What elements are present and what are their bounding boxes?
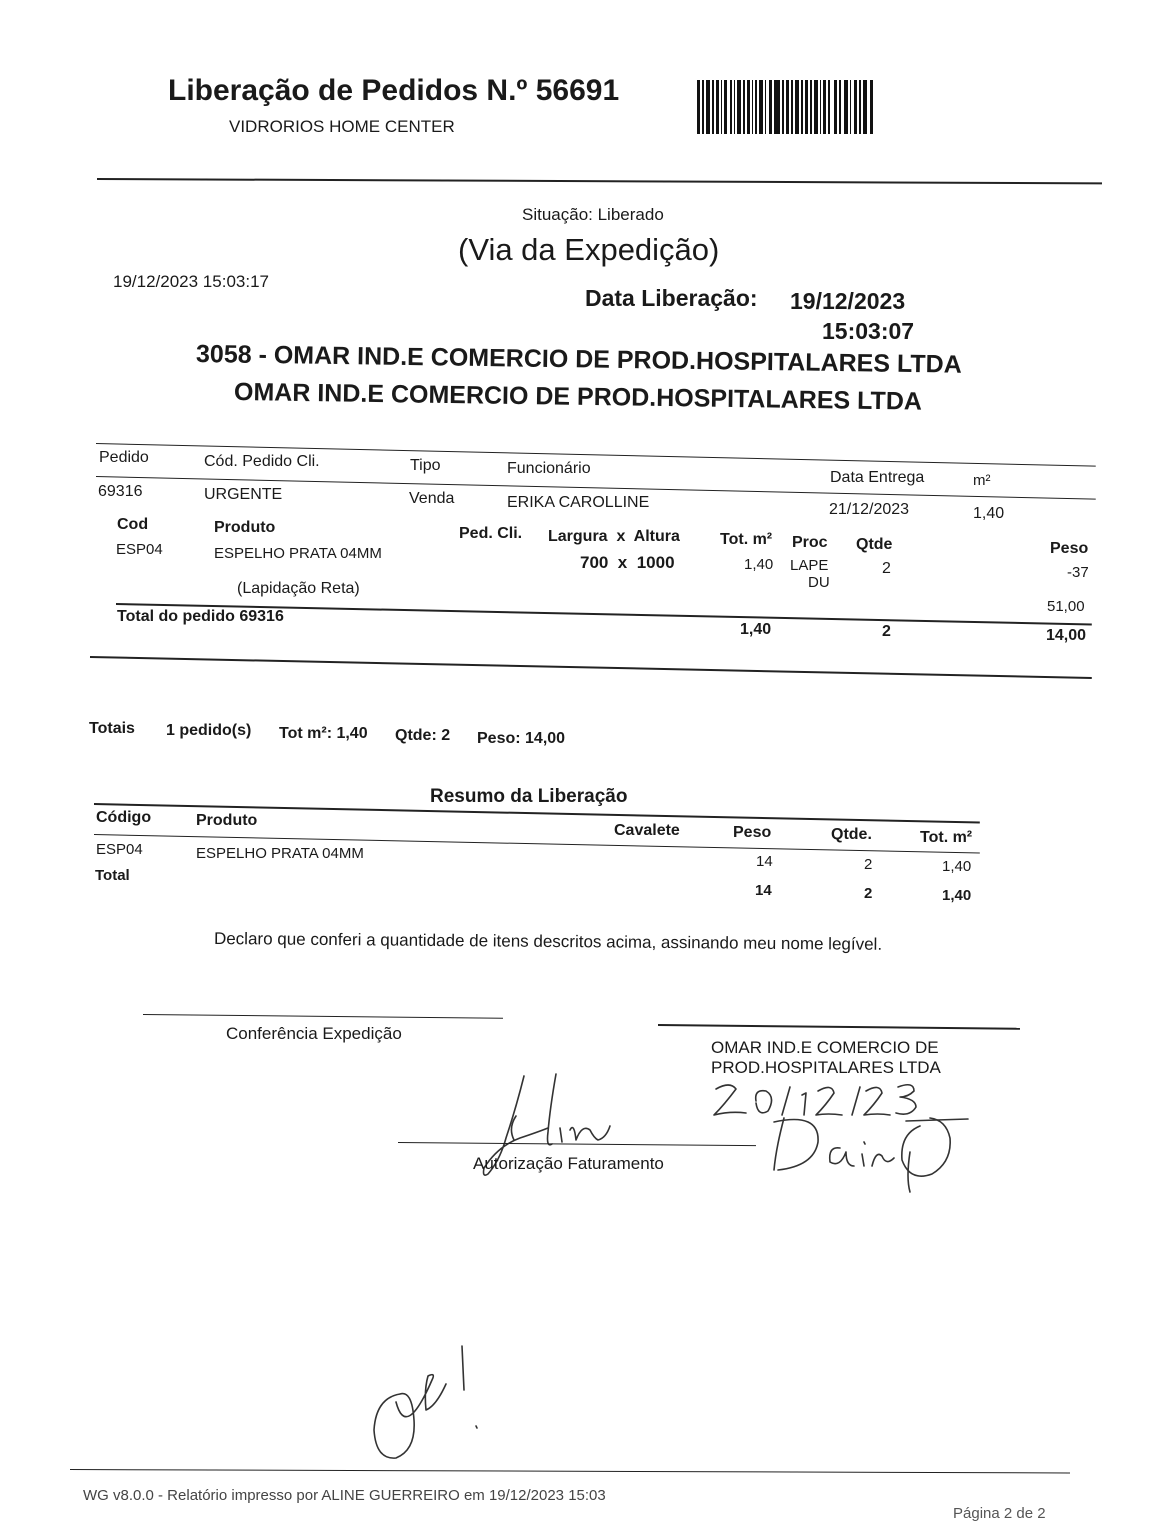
- item-header-cod: Cod: [117, 516, 149, 533]
- header-divider: [97, 178, 1102, 184]
- order-data-entrega: 21/12/2023: [829, 501, 910, 518]
- order-bottom-rule: [90, 656, 1092, 679]
- data-liberacao-date: 19/12/2023: [790, 288, 906, 314]
- company-name: VIDRORIOS HOME CENTER: [229, 117, 455, 136]
- resumo-header-peso: Peso: [733, 824, 772, 841]
- resumo-total-qtde: 2: [864, 885, 873, 902]
- client-signature-line: [658, 1024, 1020, 1030]
- resumo-row-produto: ESPELHO PRATA 04MM: [196, 845, 364, 862]
- autorizacao-label: Autorização Faturamento: [473, 1154, 664, 1173]
- item-header-ped-cli: Ped. Cli.: [459, 525, 523, 542]
- item-tot-m2: 1,40: [744, 556, 774, 573]
- printed-timestamp: 19/12/2023 15:03:17: [113, 272, 269, 291]
- item-proc-line-1: LAPE: [790, 557, 829, 574]
- conferencia-signature-line: [143, 1014, 503, 1019]
- declaration-text: Declaro que conferi a quantidade de itens descritos acima, assinando meu nome legível.: [213, 929, 883, 954]
- totais-pedidos: 1 pedido(s): [166, 722, 252, 739]
- resumo-total-label: Total: [95, 867, 130, 884]
- order-total-label: Total do pedido 69316: [117, 608, 284, 625]
- footer-rule: [70, 1469, 1070, 1473]
- resumo-header-produto: Produto: [196, 812, 258, 829]
- resumo-header-qtde: Qtde.: [831, 826, 872, 843]
- situacao: Situação: Liberado: [522, 205, 664, 224]
- item-proc-line-2: DU: [808, 574, 830, 591]
- item-dimensions: 700 x 1000: [580, 553, 675, 572]
- footer-printed-by: WG v8.0.0 - Relatório impresso por ALINE GUERREIRO em 19/12/2023 15:03: [83, 1487, 606, 1504]
- order-total-qtde: 2: [882, 623, 891, 640]
- order-total-tot-m2: 1,40: [740, 621, 772, 638]
- barcode: [697, 80, 875, 134]
- header-cod-pedido-cli: Cód. Pedido Cli.: [204, 453, 320, 470]
- resumo-title: Resumo da Liberação: [430, 786, 628, 807]
- resumo-row-codigo: ESP04: [96, 841, 143, 858]
- resumo-header-cavalete: Cavalete: [614, 822, 680, 839]
- order-pedido: 69316: [98, 483, 143, 500]
- client-signature: [770, 1108, 970, 1203]
- item-detail: (Lapidação Reta): [237, 580, 360, 597]
- item-header-tot-m2: Tot. m²: [720, 531, 773, 548]
- data-liberacao-label: Data Liberação:: [585, 285, 758, 311]
- item-qtde: 2: [882, 560, 891, 577]
- client-line-2: OMAR IND.E COMERCIO DE PROD.HOSPITALARES LTDA: [233, 378, 923, 416]
- resumo-row-peso: 14: [756, 853, 773, 870]
- header-funcionario: Funcionário: [507, 460, 591, 477]
- item-peso-a: -37: [1067, 564, 1089, 581]
- order-funcionario: ERIKA CAROLLINE: [507, 494, 650, 511]
- client-line-1: 3058 - OMAR IND.E COMERCIO DE PROD.HOSPITALARES LTDA: [195, 340, 962, 379]
- totais-label: Totais: [89, 720, 135, 737]
- item-header-qtde: Qtde: [856, 536, 893, 553]
- item-header-produto: Produto: [214, 519, 276, 536]
- header-pedido: Pedido: [99, 449, 149, 466]
- totais-peso: Peso: 14,00: [477, 730, 566, 747]
- totais-tot-m2: Tot m²: 1,40: [279, 725, 368, 742]
- item-header-proc: Proc: [792, 534, 828, 551]
- header-data-entrega: Data Entrega: [830, 469, 925, 486]
- totais-qtde: Qtde: 2: [395, 727, 451, 744]
- order-tipo: Venda: [409, 490, 455, 507]
- item-cod: ESP04: [116, 541, 163, 558]
- document-title: Liberação de Pedidos N.º 56691: [168, 74, 620, 107]
- resumo-header-codigo: Código: [96, 809, 152, 826]
- order-m2: 1,40: [973, 505, 1005, 522]
- order-total-peso: 14,00: [1046, 627, 1087, 644]
- header-m2: m²: [973, 472, 991, 489]
- item-peso-b: 51,00: [1047, 598, 1085, 615]
- resumo-row-tot-m2: 1,40: [942, 858, 972, 875]
- via-label: (Via da Expedição): [458, 232, 720, 267]
- footer-page-number: Página 2 de 2: [953, 1505, 1046, 1522]
- item-produto: ESPELHO PRATA 04MM: [214, 545, 382, 562]
- signature-company-line-2: PROD.HOSPITALARES LTDA: [711, 1058, 941, 1077]
- resumo-row-qtde: 2: [864, 856, 873, 873]
- resumo-header-tot-m2: Tot. m²: [920, 829, 973, 846]
- resumo-total-tot-m2: 1,40: [942, 887, 972, 904]
- item-header-largura-altura: Largura x Altura: [548, 528, 680, 545]
- initials-scribble: [366, 1340, 496, 1475]
- order-cod-pedido-cli: URGENTE: [204, 486, 283, 503]
- conferencia-label: Conferência Expedição: [226, 1024, 402, 1043]
- resumo-total-peso: 14: [755, 882, 772, 899]
- item-header-peso: Peso: [1050, 540, 1089, 557]
- header-tipo: Tipo: [410, 457, 441, 474]
- signature-company-line-1: OMAR IND.E COMERCIO DE: [711, 1038, 939, 1057]
- data-liberacao-time: 15:03:07: [822, 318, 915, 344]
